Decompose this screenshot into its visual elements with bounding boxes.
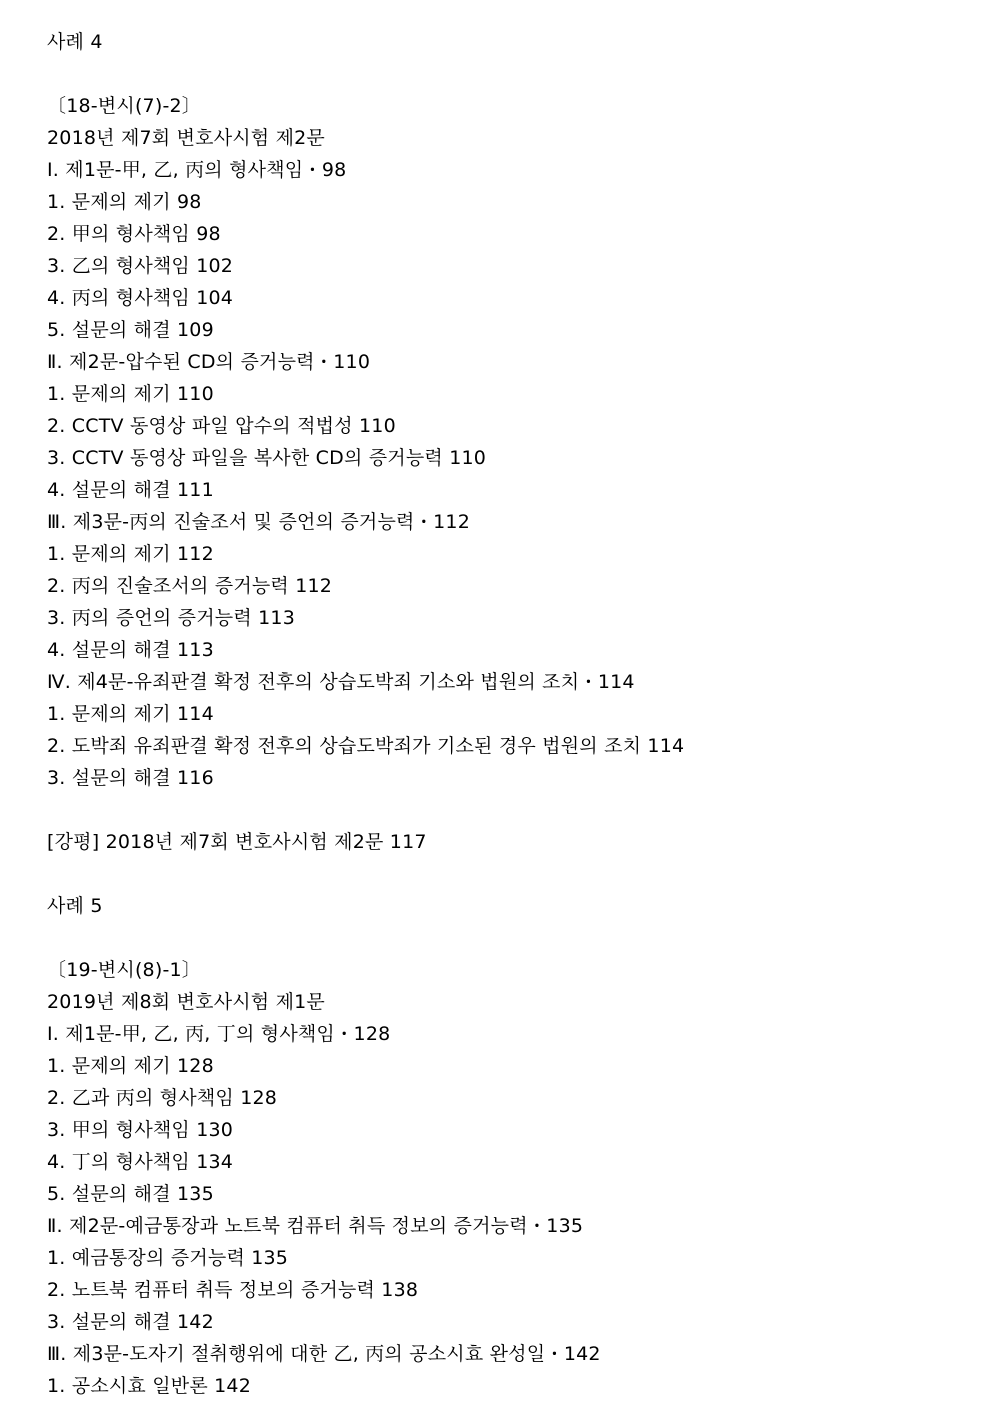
toc-line: 4. 설문의 해결 113 — [47, 639, 214, 661]
toc-line: 1. 문제의 제기 128 — [47, 1055, 214, 1077]
toc-line: 3. 丙의 증언의 증거능력 113 — [47, 607, 295, 629]
toc-line: 2. 甲의 형사책임 98 — [47, 223, 221, 245]
blank-line — [47, 858, 972, 890]
toc-line: 1. 문제의 제기 98 — [47, 191, 202, 213]
toc-line: 5. 설문의 해결 135 — [47, 1183, 214, 1205]
toc-line: 4. 丙의 형사책임 104 — [47, 287, 234, 309]
toc-line: Ⅱ. 제2문-압수된 CD의 증거능력 ꞏ 110 — [47, 351, 371, 373]
toc-line: 5. 설문의 해결 109 — [47, 319, 214, 341]
toc-line: 1. 문제의 제기 110 — [47, 383, 214, 405]
toc-line: 사례 4 — [47, 31, 103, 53]
toc-line: Ⅲ. 제3문-丙의 진술조서 및 증언의 증거능력 ꞏ 112 — [47, 511, 471, 533]
toc-line: 3. 설문의 해결 142 — [47, 1311, 214, 1333]
toc-line: Ⅰ. 제1문-甲, 乙, 丙, 丁의 형사책임 ꞏ 128 — [47, 1023, 391, 1045]
toc-line: 1. 문제의 제기 114 — [47, 703, 214, 725]
toc-line: 4. 설문의 해결 111 — [47, 479, 214, 501]
toc-line: 1. 예금통장의 증거능력 135 — [47, 1247, 289, 1269]
blank-line — [47, 794, 972, 826]
toc-line: 3. 설문의 해결 116 — [47, 767, 214, 789]
toc-line: 〔19-변시(8)-1〕 — [47, 959, 201, 981]
toc-line: 1. 문제의 제기 112 — [47, 543, 214, 565]
toc-line: 2. 丙의 진술조서의 증거능력 112 — [47, 575, 333, 597]
toc-line: 2. CCTV 동영상 파일 압수의 적법성 110 — [47, 415, 396, 437]
toc-line: 〔18-변시(7)-2〕 — [47, 95, 201, 117]
toc-line: 3. 甲의 형사책임 130 — [47, 1119, 234, 1141]
toc-line: 3. CCTV 동영상 파일을 복사한 CD의 증거능력 110 — [47, 447, 487, 469]
toc-line: Ⅱ. 제2문-예금통장과 노트북 컴퓨터 취득 정보의 증거능력 ꞏ 135 — [47, 1215, 584, 1237]
toc-line: Ⅳ. 제4문-유죄판결 확정 전후의 상습도박죄 기소와 법원의 조치 ꞏ 114 — [47, 671, 635, 693]
toc-line: 2019년 제8회 변호사시험 제1문 — [47, 991, 325, 1013]
toc-line: 3. 乙의 형사책임 102 — [47, 255, 234, 277]
blank-line — [47, 922, 972, 954]
toc-line: Ⅰ. 제1문-甲, 乙, 丙의 형사책임 ꞏ 98 — [47, 159, 347, 181]
toc-line: 4. 丁의 형사책임 134 — [47, 1151, 234, 1173]
toc-line: Ⅲ. 제3문-도자기 절취행위에 대한 乙, 丙의 공소시효 완성일 ꞏ 142 — [47, 1343, 601, 1365]
toc-page — [47, 26, 972, 1402]
toc-line: 2018년 제7회 변호사시험 제2문 — [47, 127, 325, 149]
toc-line: 1. 공소시효 일반론 142 — [47, 1375, 251, 1397]
toc-line: [강평] 2018년 제7회 변호사시험 제2문 117 — [47, 831, 427, 853]
toc-line: 2. 乙과 丙의 형사책임 128 — [47, 1087, 278, 1109]
toc-line: 2. 도박죄 유죄판결 확정 전후의 상습도박죄가 기소된 경우 법원의 조치 114 — [47, 735, 685, 757]
toc-line: 사례 5 — [47, 895, 103, 917]
toc-line: 2. 노트북 컴퓨터 취득 정보의 증거능력 138 — [47, 1279, 419, 1301]
blank-line — [47, 58, 972, 90]
